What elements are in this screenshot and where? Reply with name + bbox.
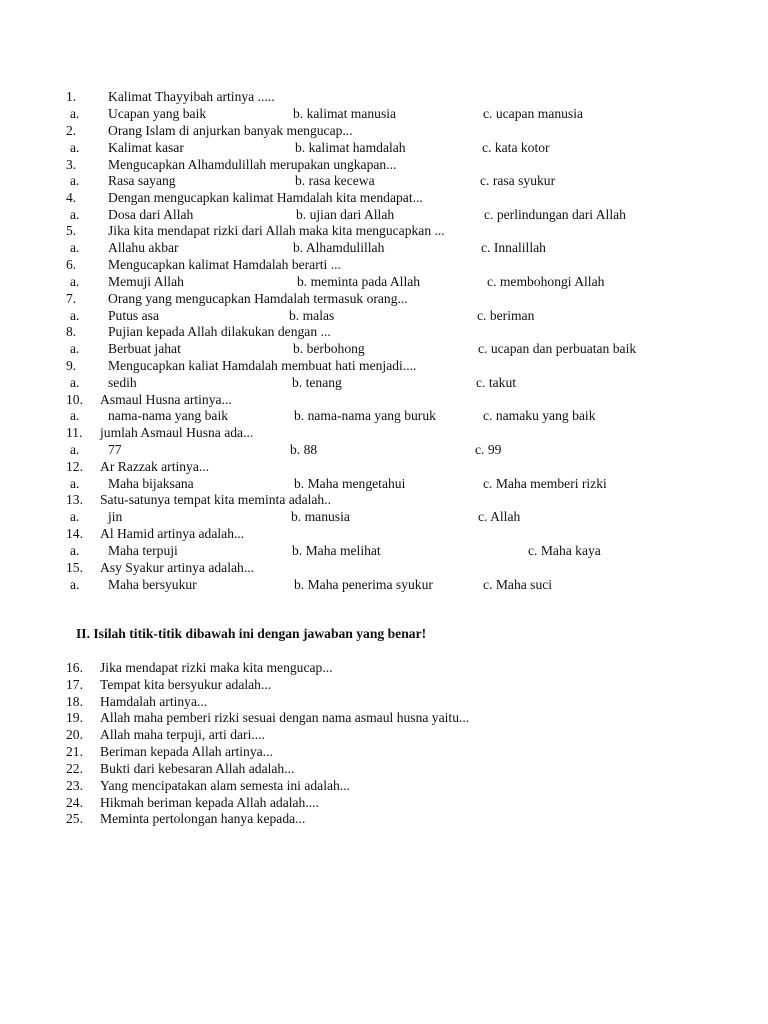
question-number: 18. xyxy=(66,694,83,709)
question-number: 25. xyxy=(66,811,83,826)
question-text: Pujian kepada Allah dilakukan dengan ... xyxy=(108,324,331,339)
option-c: c. ucapan manusia xyxy=(483,106,584,121)
option-c: c. takut xyxy=(476,375,517,390)
option-b: b. berbohong xyxy=(293,341,365,356)
question-text: Yang mencipatakan alam semesta ini adalah... xyxy=(100,778,351,793)
question-text: Orang Islam di anjurkan banyak mengucap... xyxy=(108,123,353,138)
option-c: c. membohongi Allah xyxy=(487,274,605,289)
option-letter: a. xyxy=(70,408,80,423)
option-c: c. rasa syukur xyxy=(480,173,556,188)
option-a: Kalimat kasar xyxy=(108,140,184,155)
question-number: 19. xyxy=(66,710,83,725)
option-a: sedih xyxy=(108,375,137,390)
question-number: 12. xyxy=(66,459,83,474)
option-letter: a. xyxy=(70,207,80,222)
option-a: Memuji Allah xyxy=(108,274,184,289)
option-a: Dosa dari Allah xyxy=(108,207,194,222)
question-text: Asy Syakur artinya adalah... xyxy=(100,560,255,575)
option-a: Maha bijaksana xyxy=(108,476,194,491)
question-text: Meminta pertolongan hanya kepada... xyxy=(100,811,306,826)
option-b: b. malas xyxy=(289,308,335,323)
option-a: Maha bersyukur xyxy=(108,577,197,592)
question-number: 13. xyxy=(66,492,83,507)
question-number: 5. xyxy=(66,223,77,238)
question-number: 23. xyxy=(66,778,83,793)
option-c: c. Allah xyxy=(478,509,521,524)
question-number: 22. xyxy=(66,761,83,776)
option-a: Maha terpuji xyxy=(108,543,178,558)
option-a: jin xyxy=(108,509,123,524)
option-a: Allahu akbar xyxy=(108,240,179,255)
option-c: c. namaku yang baik xyxy=(483,408,596,423)
question-text: Hikmah beriman kepada Allah adalah.... xyxy=(100,795,319,810)
option-c: c. perlindungan dari Allah xyxy=(484,207,626,222)
question-number: 1. xyxy=(66,89,77,104)
option-letter: a. xyxy=(70,173,80,188)
question-number: 21. xyxy=(66,744,83,759)
option-letter: a. xyxy=(70,442,80,457)
question-text: Allah maha pemberi rizki sesuai dengan nama asmaul husna yaitu... xyxy=(100,710,470,725)
option-b: b. kalimat hamdalah xyxy=(295,140,406,155)
section-heading: II. Isilah titik-titik dibawah ini dengan jawaban yang benar! xyxy=(76,626,427,641)
question-number: 4. xyxy=(66,190,77,205)
option-letter: a. xyxy=(70,476,80,491)
question-number: 24. xyxy=(66,795,83,810)
question-text: Allah maha terpuji, arti dari.... xyxy=(100,727,265,742)
option-a: nama-nama yang baik xyxy=(108,408,229,423)
option-letter: a. xyxy=(70,341,80,356)
question-text: Ar Razzak artinya... xyxy=(100,459,210,474)
question-number: 9. xyxy=(66,358,77,373)
option-letter: a. xyxy=(70,375,80,390)
option-letter: a. xyxy=(70,240,80,255)
option-b: b. tenang xyxy=(292,375,342,390)
option-c: c. kata kotor xyxy=(482,140,550,155)
question-number: 8. xyxy=(66,324,77,339)
question-number: 3. xyxy=(66,157,77,172)
option-letter: a. xyxy=(70,106,80,121)
question-text: Mengucapkan kalimat Hamdalah berarti ... xyxy=(108,257,341,272)
option-b: b. Maha mengetahui xyxy=(294,476,406,491)
question-text: Al Hamid artinya adalah... xyxy=(100,526,245,541)
option-b: b. rasa kecewa xyxy=(295,173,375,188)
question-number: 15. xyxy=(66,560,83,575)
question-number: 16. xyxy=(66,660,83,675)
option-b: b. ujian dari Allah xyxy=(296,207,395,222)
option-b: b. nama-nama yang buruk xyxy=(294,408,436,423)
question-number: 7. xyxy=(66,291,77,306)
question-text: Bukti dari kebesaran Allah adalah... xyxy=(100,761,295,776)
option-c: c. Maha memberi rizki xyxy=(483,476,607,491)
option-letter: a. xyxy=(70,140,80,155)
option-c: c. Innalillah xyxy=(481,240,546,255)
option-letter: a. xyxy=(70,274,80,289)
question-text: Dengan mengucapkan kalimat Hamdalah kita mendapat... xyxy=(108,190,423,205)
question-text: Satu-satunya tempat kita meminta adalah.. xyxy=(100,492,332,507)
question-number: 6. xyxy=(66,257,77,272)
question-text: Kalimat Thayyibah artinya ..... xyxy=(108,89,275,104)
question-number: 2. xyxy=(66,123,77,138)
option-b: b. manusia xyxy=(291,509,350,524)
option-a: Berbuat jahat xyxy=(108,341,181,356)
question-number: 11. xyxy=(66,425,83,440)
question-text: Asmaul Husna artinya... xyxy=(100,392,232,407)
option-a: Ucapan yang baik xyxy=(108,106,207,121)
option-a: 77 xyxy=(108,442,122,457)
question-text: Beriman kepada Allah artinya... xyxy=(100,744,273,759)
option-c: c. ucapan dan perbuatan baik xyxy=(478,341,637,356)
question-text: jumlah Asmaul Husna ada... xyxy=(100,425,254,440)
option-b: b. Maha penerima syukur xyxy=(294,577,433,592)
option-a: Putus asa xyxy=(108,308,159,323)
option-letter: a. xyxy=(70,509,80,524)
question-text: Hamdalah artinya... xyxy=(100,694,208,709)
question-text: Mengucapkan Alhamdulillah merupakan ungkapan... xyxy=(108,157,397,172)
question-number: 14. xyxy=(66,526,83,541)
option-b: b. Alhamdulillah xyxy=(293,240,385,255)
question-text: Jika mendapat rizki maka kita mengucap... xyxy=(100,660,333,675)
question-number: 20. xyxy=(66,727,83,742)
question-number: 10. xyxy=(66,392,83,407)
option-c: c. Maha kaya xyxy=(528,543,601,558)
option-letter: a. xyxy=(70,543,80,558)
option-b: b. kalimat manusia xyxy=(293,106,397,121)
option-c: c. 99 xyxy=(475,442,502,457)
option-letter: a. xyxy=(70,577,80,592)
question-text: Orang yang mengucapkan Hamdalah termasuk orang... xyxy=(108,291,408,306)
question-text: Jika kita mendapat rizki dari Allah maka kita mengucapkan ... xyxy=(108,223,445,238)
question-text: Mengucapkan kaliat Hamdalah membuat hati menjadi.... xyxy=(108,358,417,373)
option-letter: a. xyxy=(70,308,80,323)
option-c: c. beriman xyxy=(477,308,535,323)
question-text: Tempat kita bersyukur adalah... xyxy=(100,677,272,692)
option-a: Rasa sayang xyxy=(108,173,176,188)
option-b: b. Maha melihat xyxy=(292,543,381,558)
option-b: b. 88 xyxy=(290,442,318,457)
option-c: c. Maha suci xyxy=(483,577,553,592)
question-number: 17. xyxy=(66,677,83,692)
option-b: b. meminta pada Allah xyxy=(297,274,421,289)
